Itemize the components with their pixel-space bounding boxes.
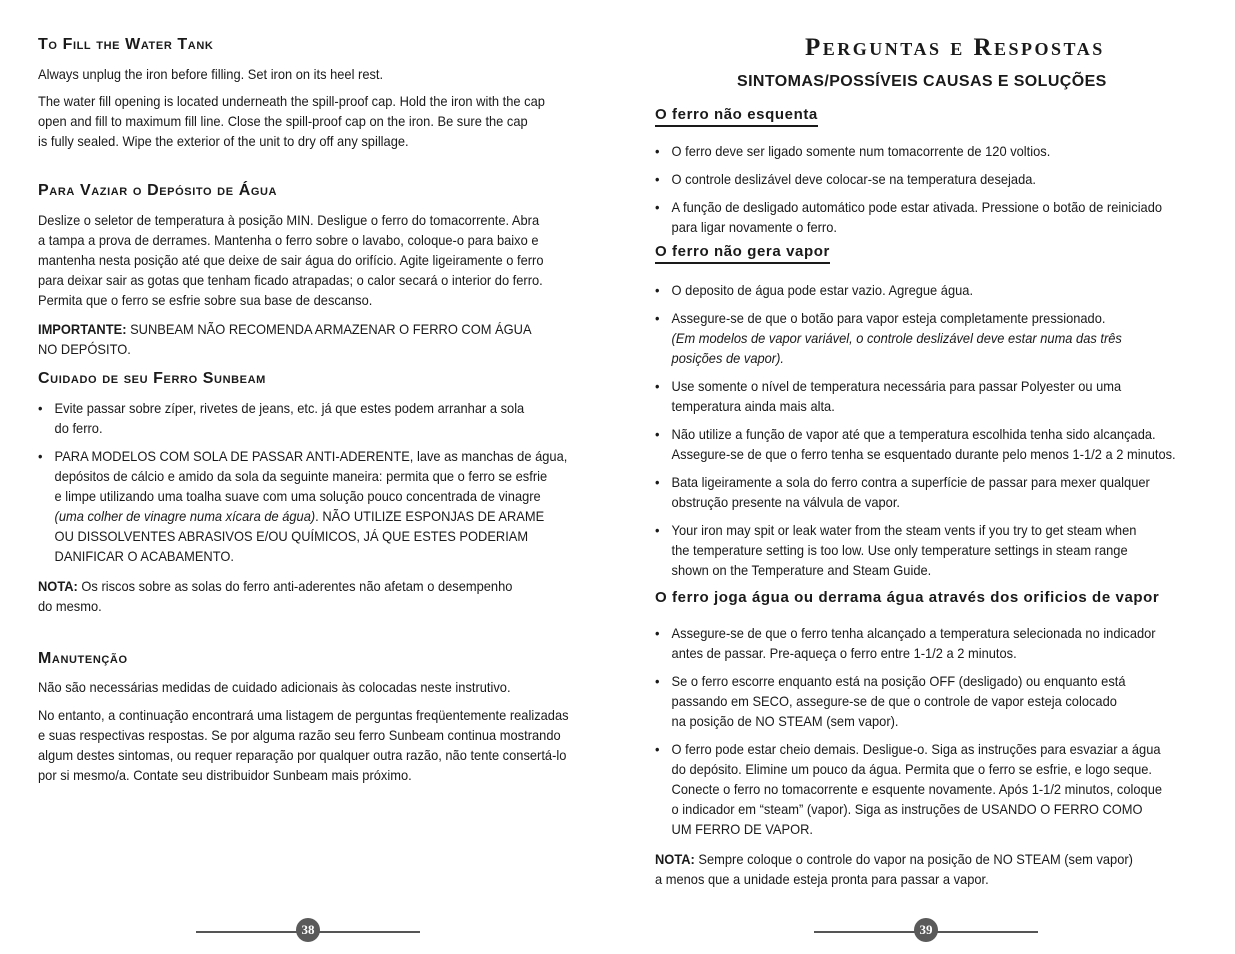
care-list: [38, 398, 646, 566]
text-line: OU DISSOLVENTES ABRASIVOS E/OU QUÍMICOS, JÁ QUE ESTES PODERIAM: [54, 528, 529, 544]
text-line: Assegure-se de que o ferro tenha alcançado a temperatura selecionada no indicador: [671, 625, 1156, 641]
page-number-left: 38: [296, 918, 320, 942]
maintenance-heading: Manutenção: [38, 650, 128, 667]
text-line: e suas respectivas respostas. Se por alguma razão seu ferro Sunbeam continua mostrando: [38, 727, 561, 743]
text-line: mantenha nesta posição até que deixe de sair água do orifício. Agite ligeiramente o ferro: [38, 252, 544, 268]
text-line: Assegure-se de que o ferro tenha se esquentado durante pelo menos 1-1/2 a 2 minutos.: [671, 446, 1176, 462]
text-line: obstrução presente na válvula de vapor.: [671, 494, 900, 510]
text-line: Conecte o ferro no tomacorrente e esquente novamente. Após 1-1/2 minutos, coloque: [671, 781, 1163, 797]
list-item: [655, 739, 1214, 839]
question-heading-spits-water: O ferro joga água ou derrama água através dos orificios de vapor: [655, 589, 1160, 606]
list-item: [655, 472, 1214, 512]
text-line: DANIFICAR O ACABAMENTO.: [54, 548, 234, 564]
text-line: do mesmo.: [38, 598, 102, 614]
important-notice: [38, 319, 581, 359]
text-line: Permita que o ferro se esfrie sobre sua base de descanso.: [38, 292, 373, 308]
text-line: shown on the Temperature and Steam Guide.: [671, 562, 932, 578]
text-line: is fully sealed. Wipe the exterior of the unit to dry off any spillage.: [38, 133, 409, 149]
important-label: IMPORTANTE:: [38, 321, 127, 337]
spits-water-list: [655, 623, 1235, 839]
list-item: [655, 169, 1214, 189]
page-number-right: 39: [914, 918, 938, 942]
list-item: [655, 520, 1214, 580]
text-line: Se o ferro escorre enquanto está na posição OFF (desligado) ou enquanto está: [671, 673, 1126, 689]
text-line: por si mesmo/a. Contate seu distribuidor Sunbeam mais próximo.: [38, 767, 412, 783]
spits-water-note: [655, 849, 1198, 889]
text-line: NO DEPÓSITO.: [38, 341, 131, 357]
text-line: O ferro deve ser ligado somente num tomacorrente de 120 voltios.: [671, 143, 1051, 159]
fill-tank-heading: To Fill the Water Tank: [38, 36, 214, 53]
text-line: (uma colher de vinagre numa xícara de água): [54, 508, 316, 524]
care-note: [38, 576, 581, 616]
text-line: temperatura ainda mais alta.: [671, 398, 835, 414]
empty-tank-paragraph: [38, 210, 581, 310]
page-subtitle: SINTOMAS/POSSÍVEIS CAUSAS E SOLUÇÕES: [737, 73, 1107, 90]
text-line: posições de vapor).: [671, 350, 784, 366]
text-line: The water fill opening is located underneath the spill-proof cap. Hold the iron with the cap: [38, 93, 545, 109]
text-line: do ferro.: [54, 420, 103, 436]
text-line: o indicador em “steam” (vapor). Siga as instruções de USANDO O FERRO COMO: [671, 801, 1143, 817]
list-item: [38, 398, 597, 438]
text-line: PARA MODELOS COM SOLA DE PASSAR ANTI-ADERENTE, lave as manchas de água,: [54, 448, 568, 464]
no-heat-list: [655, 141, 1235, 237]
care-heading: Cuidado de seu Ferro Sunbeam: [38, 370, 266, 387]
text-line: No entanto, a continuação encontrará uma listagem de perguntas freqüentemente realizadas: [38, 707, 569, 723]
list-item: [655, 671, 1214, 731]
text-line: Bata ligeiramente a sola do ferro contra a superfície de passar para mexer qualquer: [671, 474, 1150, 490]
text-line: passando em SECO, assegure-se de que o controle de vapor esteja colocado: [671, 693, 1117, 709]
text-line: open and fill to maximum fill line. Close the spill-proof cap on the iron. Be sure the cap: [38, 113, 528, 129]
empty-tank-heading: Para Vaziar o Depósito de Água: [38, 182, 278, 199]
text-line: UM FERRO DE VAPOR.: [671, 821, 814, 837]
text-line: Sempre coloque o controle do vapor na posição de NO STEAM (sem vapor): [694, 851, 1133, 867]
text-line: Assegure-se de que o botão para vapor esteja completamente pressionado.: [671, 310, 1106, 326]
list-item: [655, 141, 1214, 161]
list-item: [655, 376, 1214, 416]
no-steam-list: [655, 280, 1235, 580]
text-line: Your iron may spit or leak water from the steam vents if you try to get steam when: [671, 522, 1137, 538]
text-line: (Em modelos de vapor variável, o controle deslizável deve estar numa das três: [671, 330, 1122, 346]
left-page: [38, 0, 583, 954]
text-line: A função de desligado automático pode estar ativada. Pressione o botão de reiniciado: [671, 199, 1163, 215]
maintenance-paragraph-2: [38, 705, 581, 785]
text-line: e limpe utilizando uma toalha suave com uma solução pouco concentrada de vinagre: [54, 488, 541, 504]
page-title: Perguntas e Respostas: [805, 34, 1105, 61]
fill-tank-paragraph-1: Always unplug the iron before filling. Set iron on its heel rest.: [38, 66, 384, 82]
text-line: Os riscos sobre as solas do ferro anti-aderentes não afetam o desempenho: [77, 578, 513, 594]
question-heading-no-heat: O ferro não esquenta: [655, 106, 818, 127]
text-line: Não utilize a função de vapor até que a temperatura escolhida tenha sido alcançada.: [671, 426, 1156, 442]
text-line: depósitos de cálcio e amido da sola da seguinte maneira: permita que o ferro se esfrie: [54, 468, 548, 484]
text-line: a menos que a unidade esteja pronta para passar a vapor.: [655, 871, 989, 887]
text-line: do depósito. Elimine um pouco da água. Permita que o ferro se esfrie, e logo seque.: [671, 761, 1153, 777]
text-line: O ferro pode estar cheio demais. Desligue-o. Siga as instruções para esvaziar a água: [671, 741, 1161, 757]
text-line: para deixar sair as gotas que tenham ficado atrapadas; o calor secará o interior do ferro.: [38, 272, 543, 288]
maintenance-paragraph-1: Não são necessárias medidas de cuidado adicionais às colocadas neste instrutivo.: [38, 679, 511, 695]
text-line: para ligar novamente o ferro.: [671, 219, 837, 235]
list-item: [655, 424, 1214, 464]
text-line: SUNBEAM NÃO RECOMENDA ARMAZENAR O FERRO COM ÁGUA: [126, 321, 532, 337]
fill-tank-paragraph-2: [38, 91, 581, 151]
text-line: O deposito de água pode estar vazio. Agregue água.: [671, 282, 974, 298]
text-line: a tampa a prova de derrames. Mantenha o ferro sobre o lavabo, coloque-o para baixo e: [38, 232, 539, 248]
right-page: [655, 0, 1200, 954]
list-item: [655, 623, 1214, 663]
text-line: the temperature setting is too low. Use only temperature settings in steam range: [671, 542, 1128, 558]
text-line: antes de passar. Pre-aqueça o ferro entre 1-1/2 a 2 minutos.: [671, 645, 1017, 661]
text-line: Evite passar sobre zíper, rivetes de jeans, etc. já que estes podem arranhar a sola: [54, 400, 525, 416]
text-line: . NÃO UTILIZE ESPONJAS DE ARAME: [315, 508, 545, 524]
text-line: Deslize o seletor de temperatura à posição MIN. Desligue o ferro do tomacorrente. Abra: [38, 212, 540, 228]
note-label: NOTA:: [655, 851, 695, 867]
list-item: [655, 308, 1214, 368]
text-line: na posição de NO STEAM (sem vapor).: [671, 713, 899, 729]
list-item: [38, 446, 597, 566]
text-line: O controle deslizável deve colocar-se na temperatura desejada.: [671, 171, 1036, 187]
question-heading-no-steam: O ferro não gera vapor: [655, 243, 830, 264]
list-item: [655, 197, 1214, 237]
text-line: Use somente o nível de temperatura necessária para passar Polyester ou uma: [671, 378, 1122, 394]
list-item: [655, 280, 1214, 300]
note-label: NOTA:: [38, 578, 78, 594]
text-line: algum destes sintomas, ou requer reparação por qualquer outra razão, não tente consertá-lo: [38, 747, 567, 763]
